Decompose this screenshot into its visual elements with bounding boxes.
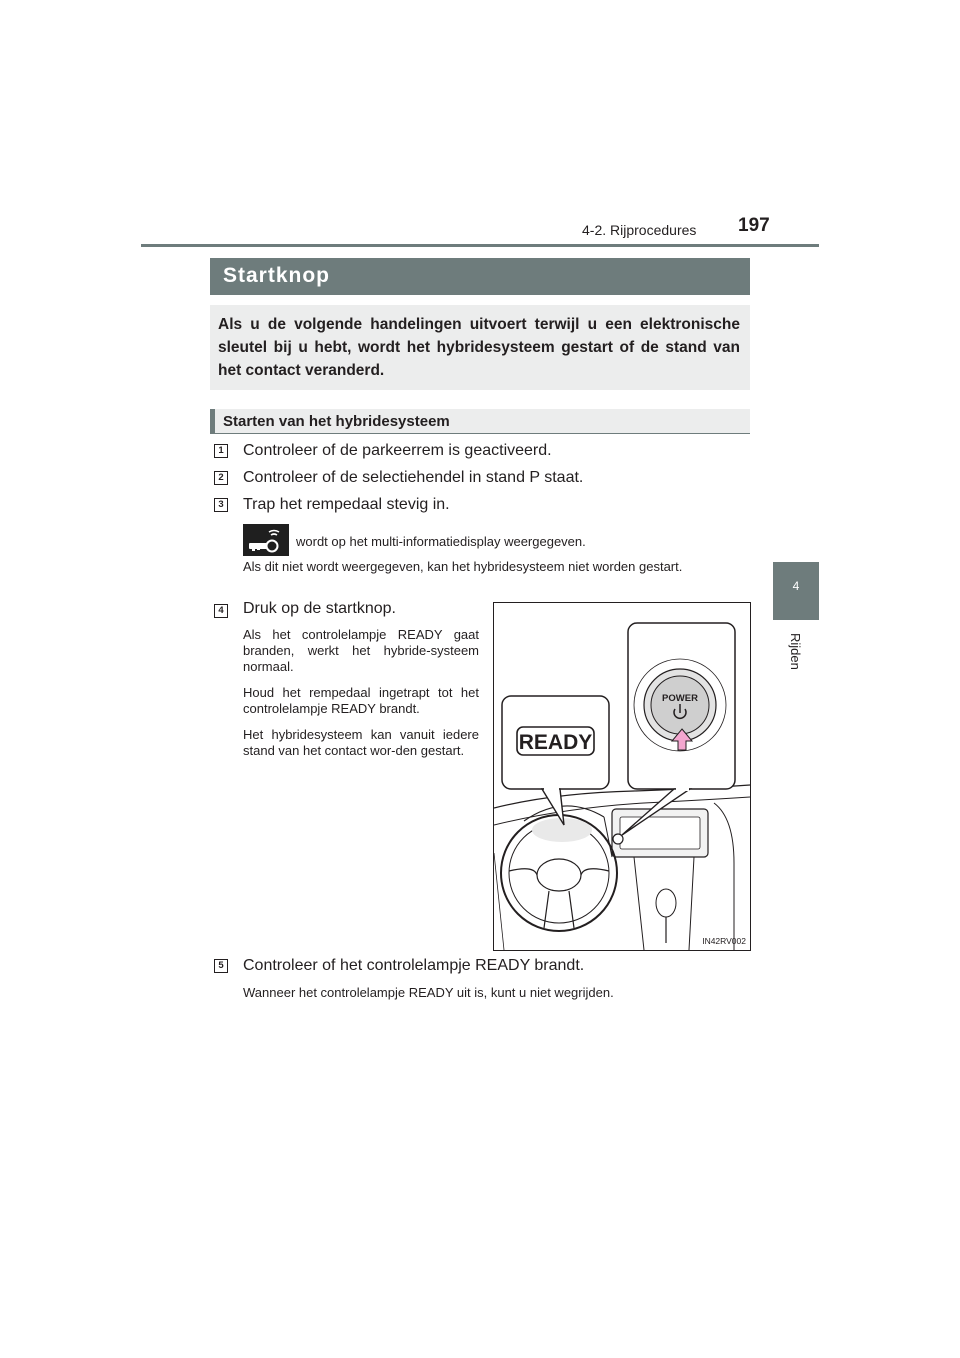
step-number-5: 5 — [214, 959, 228, 973]
power-button-label: POWER — [662, 693, 698, 704]
step-4-text: Druk op de startknop. — [243, 600, 396, 617]
step-number-1: 1 — [214, 444, 228, 458]
step-5-text: Controleer of het controlelampje READY brandt. — [243, 957, 585, 974]
step-2-text: Controleer of de selectiehendel in stand P staat. — [243, 469, 584, 486]
step-3-note: Als dit niet wordt weergegeven, kan het hybridesysteem niet worden gestart. — [243, 559, 683, 574]
step-4-note-3: Het hybridesysteem kan vanuit iedere stand van het contact wor-den gestart. — [243, 727, 479, 758]
ready-indicator-label: READY — [518, 731, 593, 754]
step-1-text: Controleer of de parkeerrem is geactiveerd. — [243, 442, 552, 459]
section-title: 4-2. Rijprocedures — [582, 222, 697, 238]
header-rule — [141, 244, 819, 247]
key-icon-caption: wordt op het multi-informatiedisplay weergegeven. — [296, 534, 586, 549]
step-4-note-2: Houd het rempedaal ingetrapt tot het controlelampje READY brandt. — [243, 685, 479, 716]
electronic-key-icon — [243, 524, 289, 556]
step-number-3: 3 — [214, 498, 228, 512]
intro-text: Als u de volgende handelingen uitvoert terwijl u een elektronische sleutel bij u hebt, wordt het hybridesysteem gestart of de stand van het contact veranderd. — [218, 316, 740, 379]
subheading-accent — [210, 409, 215, 434]
chapter-label: Rijden — [788, 633, 803, 670]
step-number-4: 4 — [214, 604, 228, 618]
step-number-2: 2 — [214, 471, 228, 485]
page-number: 197 — [738, 215, 770, 236]
subheading: Starten van het hybridesysteem — [223, 413, 450, 430]
step-5-note: Wanneer het controlelampje READY uit is, kunt u niet wegrijden. — [243, 985, 614, 1000]
figure-id: IN42RV002 — [702, 936, 746, 946]
step-3-text: Trap het rempedaal stevig in. — [243, 496, 450, 513]
chapter-number: 4 — [792, 579, 800, 593]
page-title: Startknop — [223, 264, 331, 287]
start-button-illustration — [493, 602, 751, 951]
step-4-note-1: Als het controlelampje READY gaat branden, werkt het hybride-systeem normaal. — [243, 627, 479, 674]
